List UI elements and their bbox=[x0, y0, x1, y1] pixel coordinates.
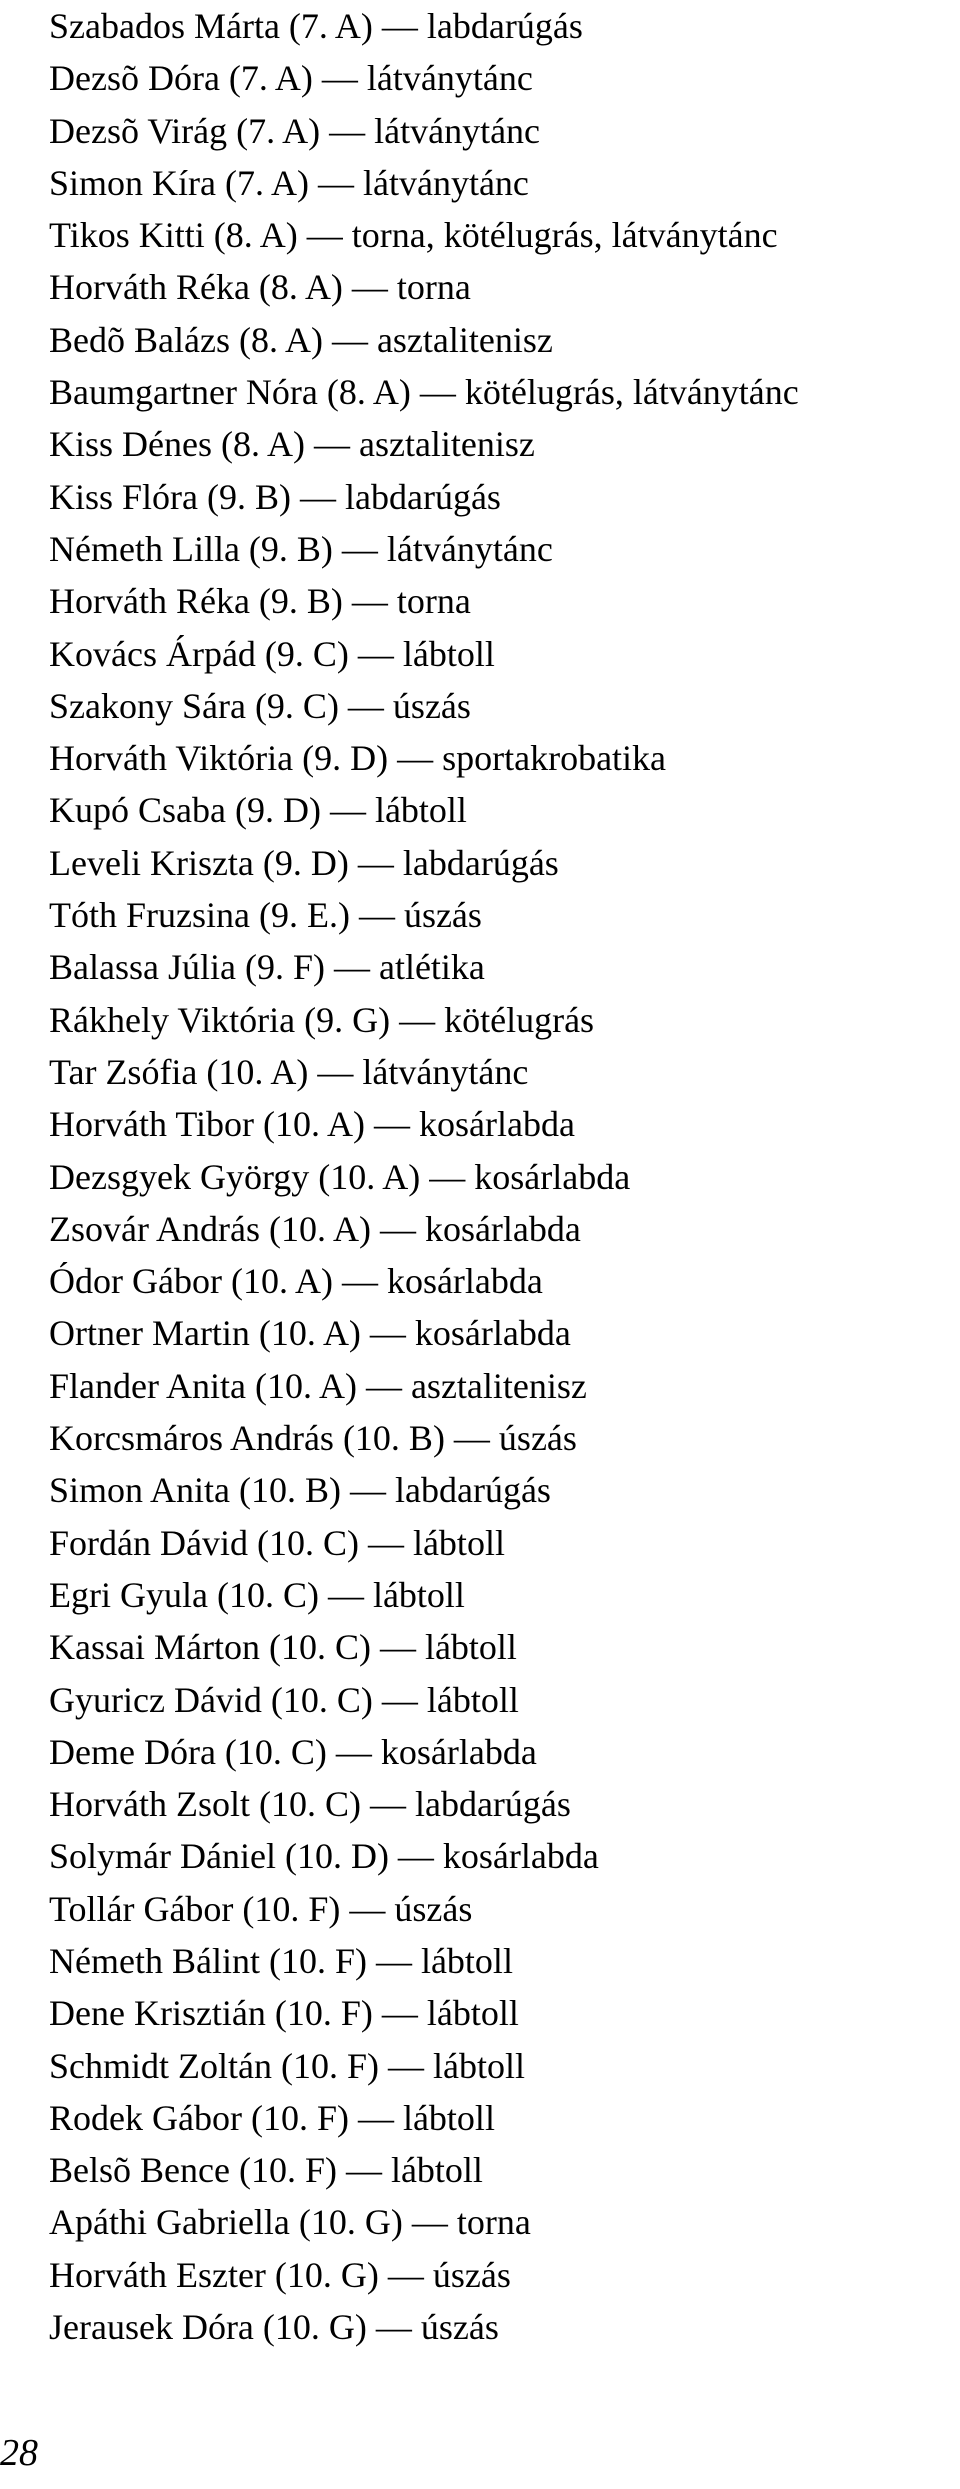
list-item: Bedõ Balázs (8. A) — asztalitenisz bbox=[49, 319, 553, 360]
list-item: Belsõ Bence (10. F) — lábtoll bbox=[49, 2150, 483, 2191]
list-item: Tikos Kitti (8. A) — torna, kötélugrás, látványtánc bbox=[49, 215, 778, 256]
list-item: Balassa Júlia (9. F) — atlétika bbox=[49, 947, 485, 988]
list-item: Schmidt Zoltán (10. F) — lábtoll bbox=[49, 2045, 525, 2086]
page-number: 28 bbox=[0, 2432, 38, 2474]
list-item: Apáthi Gabriella (10. G) — torna bbox=[49, 2202, 531, 2243]
list-item: Ortner Martin (10. A) — kosárlabda bbox=[49, 1313, 571, 1354]
student-sports-list bbox=[49, 0, 799, 2353]
list-item: Tar Zsófia (10. A) — látványtánc bbox=[49, 1051, 529, 1092]
list-item: Rodek Gábor (10. F) — lábtoll bbox=[49, 2097, 495, 2138]
list-item: Rákhely Viktória (9. G) — kötélugrás bbox=[49, 999, 595, 1040]
list-item: Dezsgyek György (10. A) — kosárlabda bbox=[49, 1156, 631, 1197]
list-item: Horváth Viktória (9. D) — sportakrobatika bbox=[49, 738, 667, 779]
list-item: Deme Dóra (10. C) — kosárlabda bbox=[49, 1731, 537, 1772]
list-item: Kassai Márton (10. C) — lábtoll bbox=[49, 1627, 517, 1668]
list-item: Horváth Réka (9. B) — torna bbox=[49, 581, 471, 622]
list-item: Horváth Eszter (10. G) — úszás bbox=[49, 2254, 511, 2295]
list-item: Flander Anita (10. A) — asztalitenisz bbox=[49, 1365, 587, 1406]
list-item: Solymár Dániel (10. D) — kosárlabda bbox=[49, 1836, 599, 1877]
list-item: Leveli Kriszta (9. D) — labdarúgás bbox=[49, 842, 559, 883]
list-item: Fordán Dávid (10. C) — lábtoll bbox=[49, 1522, 505, 1563]
list-item: Kovács Árpád (9. C) — lábtoll bbox=[49, 633, 495, 674]
list-item: Kupó Csaba (9. D) — lábtoll bbox=[49, 790, 467, 831]
list-item: Szabados Márta (7. A) — labdarúgás bbox=[49, 6, 583, 46]
list-item: Egri Gyula (10. C) — lábtoll bbox=[49, 1574, 465, 1615]
list-item: Horváth Zsolt (10. C) — labdarúgás bbox=[49, 1784, 571, 1825]
list-item: Tóth Fruzsina (9. E.) — úszás bbox=[49, 895, 482, 936]
list-item: Dene Krisztián (10. F) — lábtoll bbox=[49, 1993, 519, 2034]
list-item: Ódor Gábor (10. A) — kosárlabda bbox=[49, 1261, 543, 1302]
list-item: Simon Kíra (7. A) — látványtánc bbox=[49, 162, 529, 203]
list-item: Zsovár András (10. A) — kosárlabda bbox=[49, 1208, 581, 1249]
list-item: Jerausek Dóra (10. G) — úszás bbox=[49, 2307, 499, 2348]
list-item: Horváth Réka (8. A) — torna bbox=[49, 267, 471, 308]
list-item: Tollár Gábor (10. F) — úszás bbox=[49, 1888, 473, 1929]
list-item: Szakony Sára (9. C) — úszás bbox=[49, 685, 471, 726]
list-item: Németh Bálint (10. F) — lábtoll bbox=[49, 1940, 513, 1981]
list-item: Baumgartner Nóra (8. A) — kötélugrás, látványtánc bbox=[49, 372, 799, 413]
list-item: Dezsõ Virág (7. A) — látványtánc bbox=[49, 110, 541, 151]
list-item: Horváth Tibor (10. A) — kosárlabda bbox=[49, 1104, 575, 1145]
list-item: Gyuricz Dávid (10. C) — lábtoll bbox=[49, 1679, 519, 1720]
list-item: Dezsõ Dóra (7. A) — látványtánc bbox=[49, 58, 533, 99]
list-item: Kiss Dénes (8. A) — asztalitenisz bbox=[49, 424, 535, 465]
list-item: Németh Lilla (9. B) — látványtánc bbox=[49, 528, 553, 569]
list-item: Simon Anita (10. B) — labdarúgás bbox=[49, 1470, 551, 1511]
list-item: Korcsmáros András (10. B) — úszás bbox=[49, 1418, 577, 1459]
list-item: Kiss Flóra (9. B) — labdarúgás bbox=[49, 476, 501, 517]
